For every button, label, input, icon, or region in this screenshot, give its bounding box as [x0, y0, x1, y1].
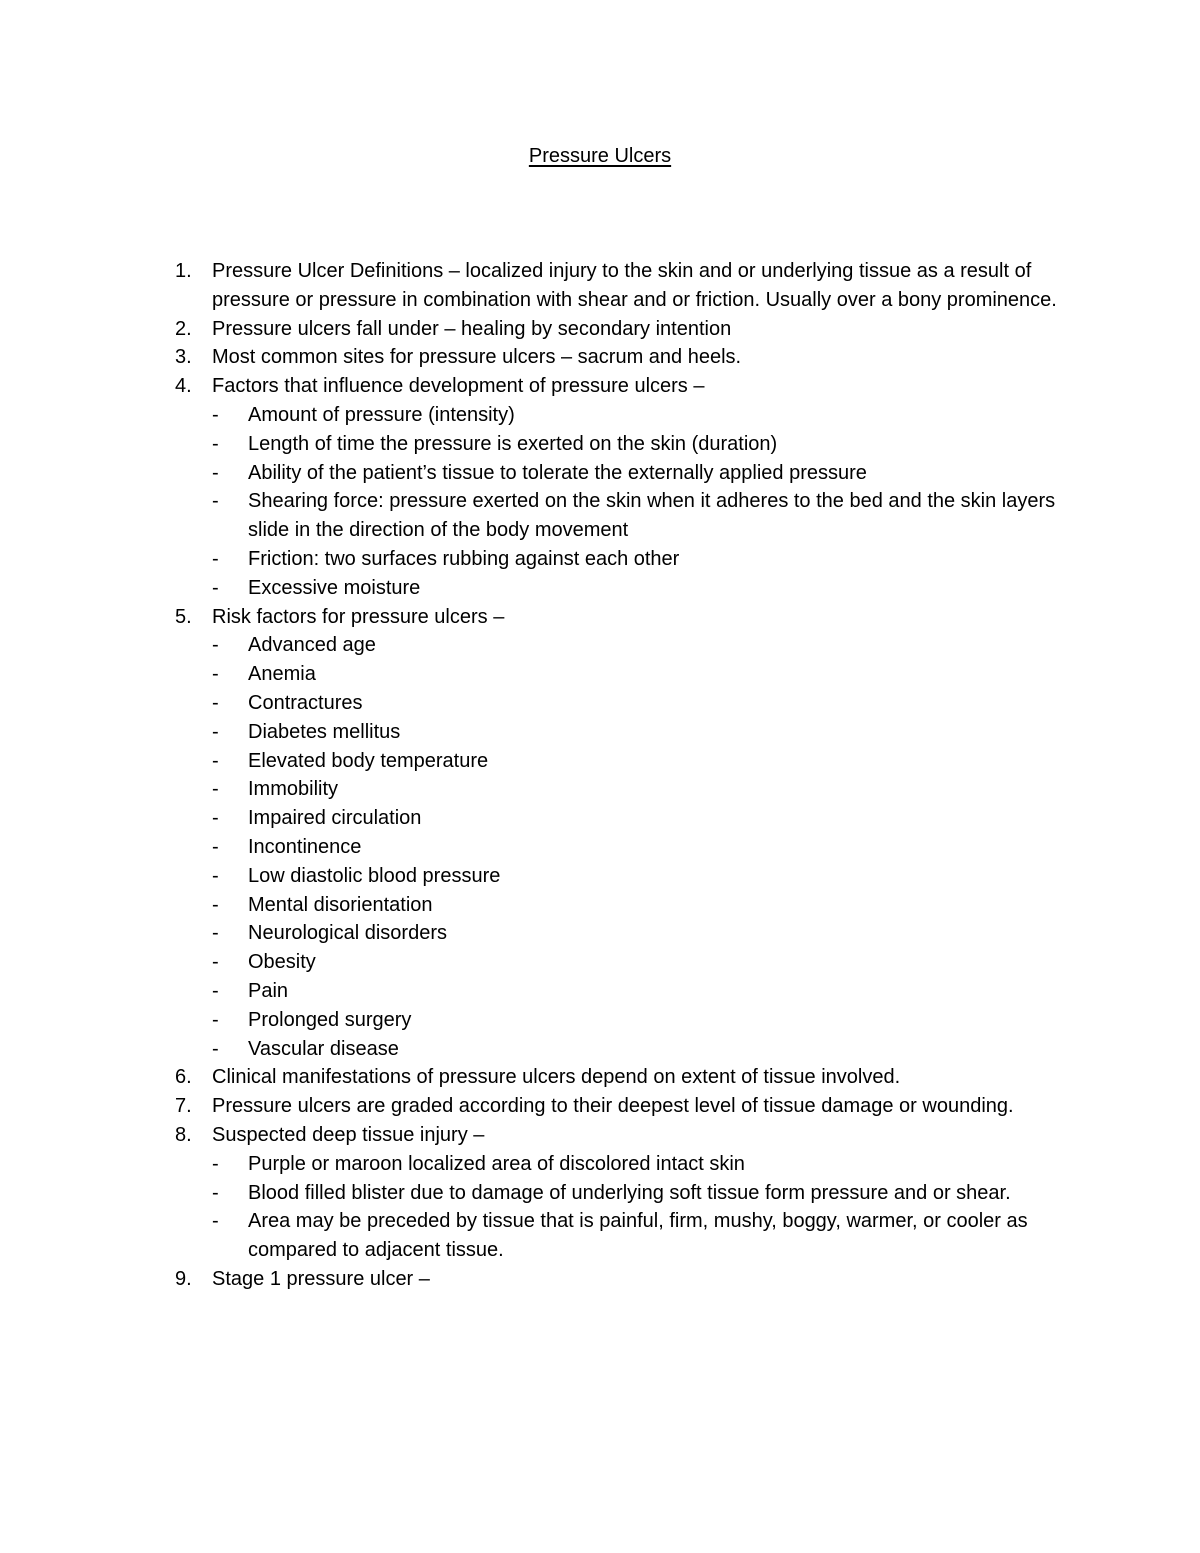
dash-bullet: -	[212, 922, 219, 945]
outline-item-3	[175, 343, 1075, 372]
dash-bullet: -	[212, 576, 219, 599]
outline-item-5	[175, 603, 1075, 1064]
sub-item	[212, 804, 1075, 833]
dash-bullet: -	[212, 403, 219, 426]
sub-item-text: Blood filled blister due to damage of underlying soft tissue form pressure and or shear.	[248, 1181, 1011, 1204]
item-number: 7.	[175, 1095, 192, 1118]
sub-item-text: Ability of the patient’s tissue to tolerate the externally applied pressure	[248, 461, 867, 484]
dash-bullet: -	[212, 1181, 219, 1204]
sub-item-text: Pain	[248, 979, 289, 1002]
dash-bullet: -	[212, 835, 219, 858]
sub-item-text: Contractures	[248, 691, 363, 714]
document-title: Pressure Ulcers	[528, 145, 672, 167]
item-text: Suspected deep tissue injury –	[212, 1123, 485, 1146]
sub-item-text: Purple or maroon localized area of discolored intact skin	[248, 1152, 745, 1175]
outline-item-2	[175, 315, 1075, 344]
item-number: 1.	[175, 260, 192, 282]
dash-bullet: -	[212, 1037, 219, 1060]
outline-item-7	[175, 1092, 1075, 1121]
sub-item	[212, 1035, 1075, 1064]
numbered-outline	[175, 257, 1075, 1294]
dash-bullet: -	[212, 864, 219, 887]
sub-item	[212, 689, 1075, 718]
item-text: Clinical manifestations of pressure ulcers depend on extent of tissue involved.	[212, 1066, 901, 1089]
sub-item-text: Neurological disorders	[248, 922, 447, 945]
sub-item	[212, 660, 1075, 689]
sub-list	[212, 631, 1075, 1063]
sub-item	[212, 891, 1075, 920]
dash-bullet: -	[212, 720, 219, 743]
sub-item-text: Amount of pressure (intensity)	[248, 403, 515, 426]
sub-item	[212, 1207, 1075, 1265]
sub-list	[212, 401, 1075, 603]
sub-item	[212, 487, 1075, 545]
dash-bullet: -	[212, 490, 219, 513]
sub-item-text: Excessive moisture	[248, 576, 421, 599]
dash-bullet: -	[212, 951, 219, 974]
dash-bullet: -	[212, 778, 219, 801]
outline-item-1	[175, 257, 1075, 315]
dash-bullet: -	[212, 1008, 219, 1031]
item-text: Factors that influence development of pressure ulcers –	[212, 375, 705, 398]
sub-item	[212, 948, 1075, 977]
sub-item-text: Area may be preceded by tissue that is painful, firm, mushy, boggy, warmer, or cooler as compared to adjacent tissue.	[248, 1210, 1028, 1262]
item-text: Pressure ulcers are graded according to their deepest level of tissue damage or wounding.	[212, 1095, 1014, 1118]
item-text: Risk factors for pressure ulcers –	[212, 605, 505, 628]
item-number: 9.	[175, 1267, 192, 1290]
dash-bullet: -	[212, 663, 219, 686]
sub-item-text: Friction: two surfaces rubbing against each other	[248, 547, 680, 570]
sub-item-text: Vascular disease	[248, 1037, 399, 1060]
dash-bullet: -	[212, 807, 219, 830]
sub-item	[212, 401, 1075, 430]
item-text: Pressure ulcers fall under – healing by secondary intention	[212, 317, 732, 340]
sub-item	[212, 574, 1075, 603]
sub-item-text: Incontinence	[248, 835, 362, 858]
dash-bullet: -	[212, 1210, 219, 1233]
item-text: Stage 1 pressure ulcer –	[212, 1267, 430, 1290]
item-text: Most common sites for pressure ulcers – sacrum and heels.	[212, 346, 742, 369]
sub-item-text: Mental disorientation	[248, 893, 433, 916]
sub-item-text: Advanced age	[248, 634, 376, 657]
dash-bullet: -	[212, 691, 219, 714]
sub-item	[212, 718, 1075, 747]
dash-bullet: -	[212, 893, 219, 916]
sub-item	[212, 775, 1075, 804]
dash-bullet: -	[212, 461, 219, 484]
item-number: 2.	[175, 317, 192, 340]
dash-bullet: -	[212, 432, 219, 455]
sub-item	[212, 833, 1075, 862]
sub-item-text: Prolonged surgery	[248, 1008, 412, 1031]
sub-item-text: Anemia	[248, 663, 316, 686]
sub-item	[212, 747, 1075, 776]
sub-list	[212, 1150, 1075, 1265]
outline-item-9	[175, 1265, 1075, 1294]
sub-item	[212, 430, 1075, 459]
sub-item	[212, 631, 1075, 660]
sub-item-text: Impaired circulation	[248, 807, 422, 830]
dash-bullet: -	[212, 979, 219, 1002]
item-number: 8.	[175, 1123, 192, 1146]
sub-item-text: Low diastolic blood pressure	[248, 864, 501, 887]
sub-item	[212, 977, 1075, 1006]
outline-item-8	[175, 1121, 1075, 1265]
sub-item-text: Length of time the pressure is exerted on the skin (duration)	[248, 432, 778, 455]
sub-item	[212, 919, 1075, 948]
sub-item	[212, 862, 1075, 891]
dash-bullet: -	[212, 634, 219, 657]
sub-item	[212, 1150, 1075, 1179]
item-number: 4.	[175, 375, 192, 398]
dash-bullet: -	[212, 1152, 219, 1175]
item-number: 6.	[175, 1066, 192, 1089]
outline-item-6	[175, 1063, 1075, 1092]
sub-item	[212, 1179, 1075, 1208]
item-number: 5.	[175, 605, 192, 628]
sub-item-text: Diabetes mellitus	[248, 720, 401, 743]
sub-item-text: Elevated body temperature	[248, 749, 489, 772]
item-number: 3.	[175, 346, 192, 369]
dash-bullet: -	[212, 547, 219, 570]
sub-item	[212, 545, 1075, 574]
sub-item-text: Immobility	[248, 778, 339, 801]
sub-item-text: Shearing force: pressure exerted on the skin when it adheres to the bed and the skin layers slide in the direction of the body movement	[248, 490, 1056, 542]
sub-item-text: Obesity	[248, 951, 316, 974]
sub-item	[212, 1006, 1075, 1035]
outline-item-4	[175, 372, 1075, 602]
sub-item	[212, 459, 1075, 488]
dash-bullet: -	[212, 749, 219, 772]
item-text: Pressure Ulcer Definitions – localized injury to the skin and or underlying tissue as a result of pressure or pressure in combination with shear and or friction. Usually over a bony prominence.	[212, 260, 1057, 311]
